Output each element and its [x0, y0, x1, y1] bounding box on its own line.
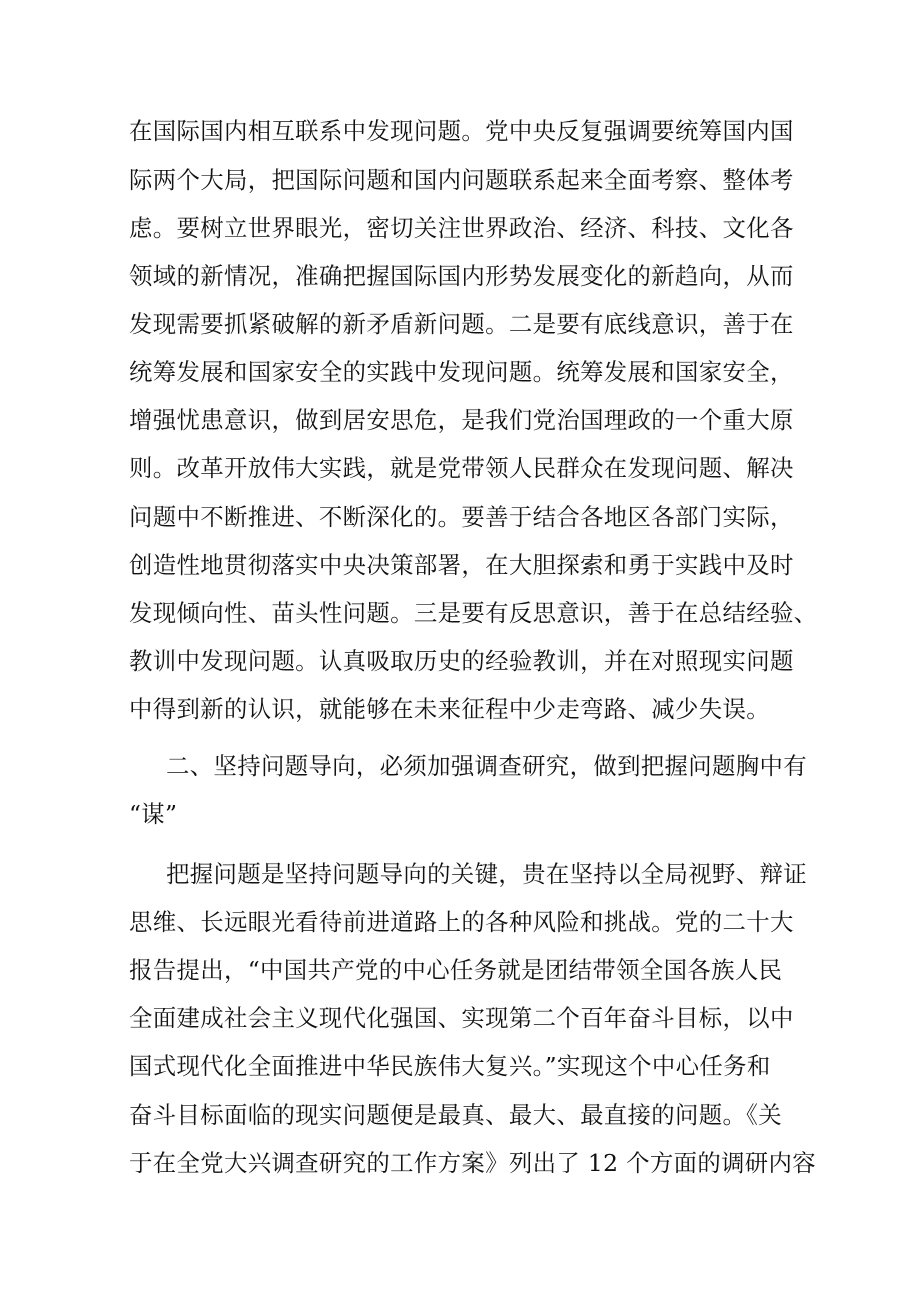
- text-line: 领域的新情况，准确把握国际国内形势发展变化的新趋向，从而: [129, 262, 794, 290]
- text-line: 于在全党大兴调查研究的工作方案》列出了 12 个方面的调研内容: [129, 1149, 817, 1177]
- text-line: 统筹发展和国家安全的实践中发现问题。统筹发展和国家安全，: [129, 358, 794, 386]
- text-line: 思维、长远眼光看待前进道路上的各种风险和挑战。党的二十大: [129, 908, 794, 936]
- text-line: 国式现代化全面推进中华民族伟大复兴。”实现这个中心任务和: [129, 1052, 771, 1080]
- text-line: 创造性地贯彻落实中央决策部署，在大胆探索和勇于实践中及时: [129, 551, 794, 579]
- text-line: 虑。要树立世界眼光，密切关注世界政治、经济、科技、文化各: [129, 214, 794, 242]
- text-line: 增强忧患意识，做到居安思危，是我们党治国理政的一个重大原: [129, 406, 794, 434]
- text-line: 发现需要抓紧破解的新矛盾新问题。二是要有底线意识，善于在: [129, 310, 794, 338]
- text-line: 在国际国内相互联系中发现问题。党中央反复强调要统筹国内国: [129, 117, 794, 145]
- text-line: 则。改革开放伟大实践，就是党带领人民群众在发现问题、解决: [129, 454, 794, 482]
- heading-line: 二、坚持问题导向，必须加强调查研究，做到把握问题胸中有: [166, 752, 807, 780]
- text-line: 全面建成社会主义现代化强国、实现第二个百年奋斗目标，以中: [129, 1004, 794, 1032]
- text-line: 问题中不断推进、不断深化的。要善于结合各地区各部门实际，: [129, 503, 794, 531]
- text-line: 中得到新的认识，就能够在未来征程中少走弯路、减少失误。: [129, 695, 770, 723]
- text-line: 把握问题是坚持问题导向的关键，贵在坚持以全局视野、辩证: [166, 860, 807, 888]
- text-line: 教训中发现问题。认真吸取历史的经验教训，并在对照现实问题: [129, 647, 794, 675]
- text-line: 发现倾向性、苗头性问题。三是要有反思意识，善于在总结经验、: [129, 599, 818, 627]
- text-line: 报告提出，“中国共产党的中心任务就是团结带领全国各族人民: [129, 956, 783, 984]
- heading-line: “谋”: [129, 800, 178, 828]
- text-line: 奋斗目标面临的现实问题便是最真、最大、最直接的问题。《关: [129, 1101, 783, 1129]
- text-line: 际两个大局，把国际问题和国内问题联系起来全面考察、整体考: [129, 166, 794, 194]
